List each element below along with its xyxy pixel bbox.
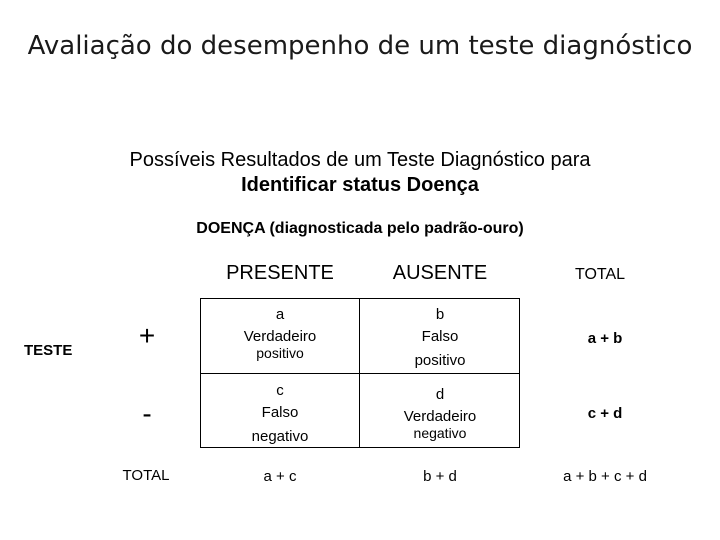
total-grand: a + b + c + d	[563, 468, 647, 485]
cell-a	[200, 304, 360, 364]
cell-b	[360, 304, 520, 372]
cell-c-letter: c	[276, 382, 284, 399]
cell-b-letter: b	[435, 306, 445, 323]
total-col-absent: b + d	[423, 468, 457, 485]
cell-a-line1: Verdadeiro	[243, 328, 317, 345]
cell-b-line2: positivo	[414, 352, 466, 369]
subtitle-line-2: Identificar status Doença	[241, 174, 479, 196]
total-row-negative: c + d	[587, 405, 623, 422]
cell-c-line2: negativo	[251, 428, 309, 445]
column-header-total: TOTAL	[574, 266, 626, 283]
column-header-absent: AUSENTE	[392, 262, 488, 284]
disease-header: DOENÇA (diagnosticada pelo padrão-ouro)	[196, 220, 524, 237]
row-label-total: TOTAL	[122, 467, 170, 484]
subtitle	[0, 148, 720, 198]
row-sign-positive: +	[138, 320, 156, 351]
table-horizontal-divider	[200, 373, 520, 374]
cell-b-line1: Falso	[421, 328, 459, 345]
subtitle-line-1: Possíveis Resultados de um Teste Diagnóstico para	[129, 149, 591, 171]
cell-c	[200, 380, 360, 448]
cell-a-line2: positivo	[256, 345, 304, 361]
row-label-teste: TESTE	[24, 342, 73, 359]
cell-d	[360, 384, 520, 444]
slide-title: Avaliação do desempenho de um teste diagnóstico	[27, 31, 693, 61]
cell-d-line2: negativo	[413, 425, 467, 441]
cell-d-line1: Verdadeiro	[403, 408, 477, 425]
total-row-positive: a + b	[587, 330, 623, 347]
cell-c-line1: Falso	[261, 404, 299, 421]
cell-d-letter: d	[435, 386, 445, 403]
row-sign-negative: -	[142, 398, 152, 429]
column-header-present: PRESENTE	[226, 262, 334, 284]
total-col-present: a + c	[263, 468, 297, 485]
cell-a-letter: a	[275, 306, 285, 323]
